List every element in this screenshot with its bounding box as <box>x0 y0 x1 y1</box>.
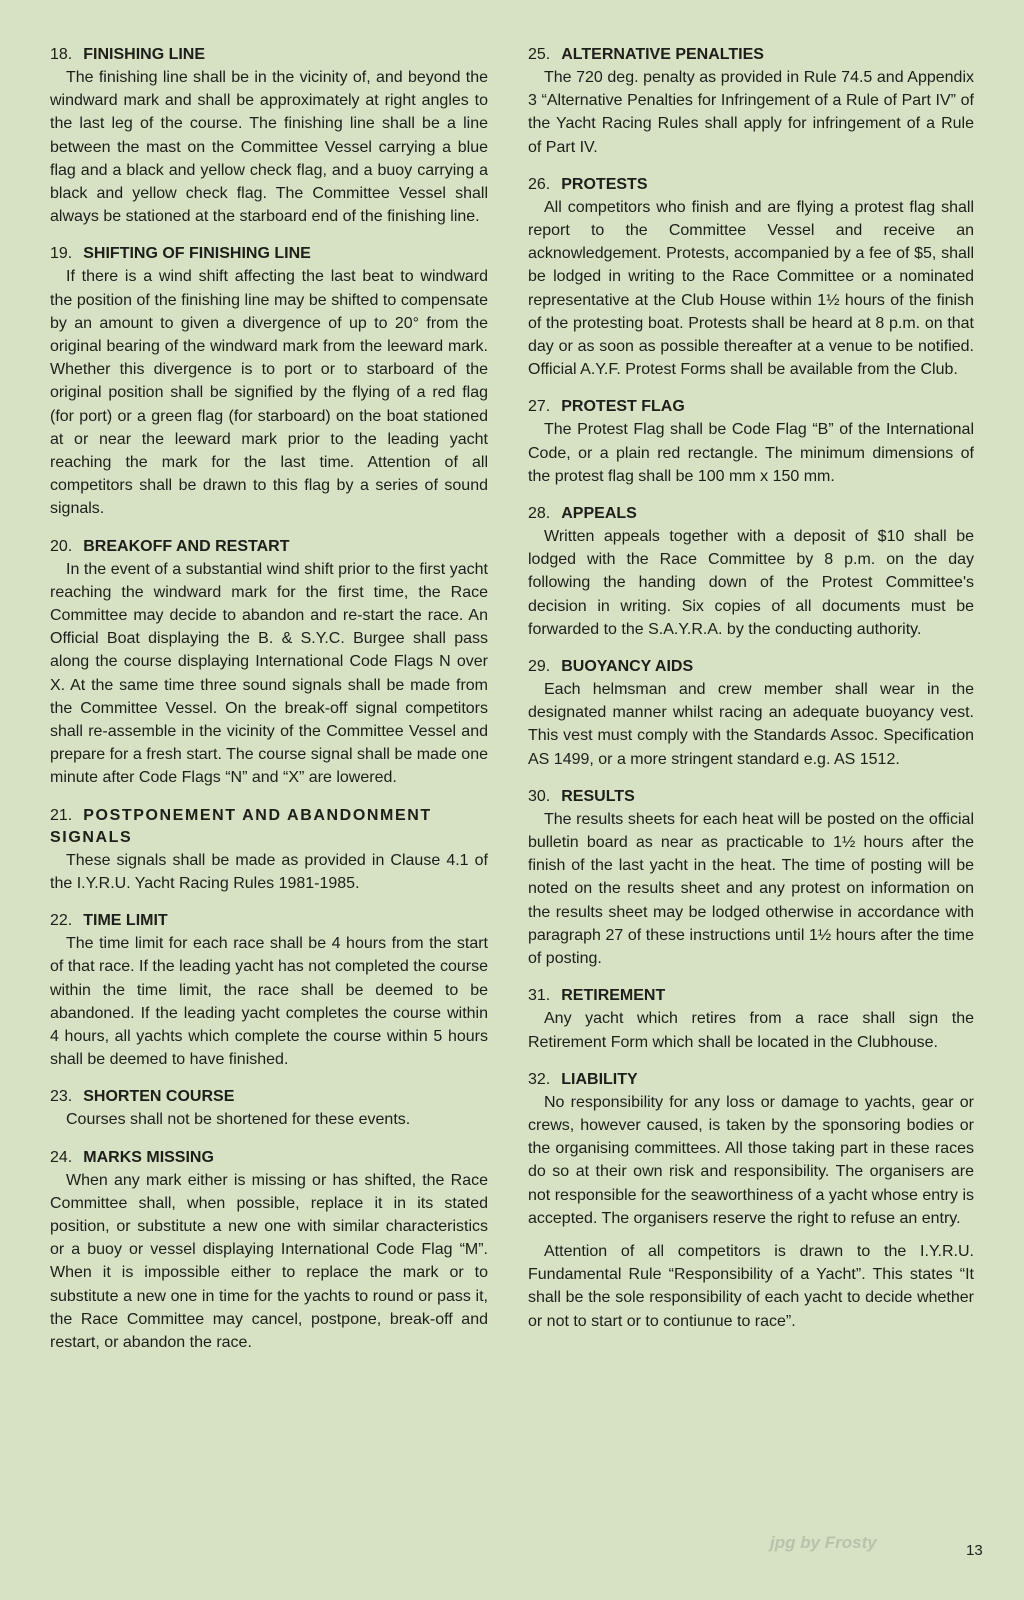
section-24 <box>50 1147 488 1355</box>
section-25 <box>528 44 974 159</box>
section-paragraph: The finishing line shall be in the vicinity of, and beyond the windward mark and shall be approximately at right angles to the last leg of the course. The finishing line shall be a line between the mast on the Committee Vessel carrying a blue flag and a black and yellow check flag, and a buoy carrying a black and yellow check flag. The Committee Vessel shall always be stationed at the starboard end of the finishing line. <box>50 69 488 226</box>
section-number: 21. <box>50 806 73 824</box>
section-title: PROTESTS <box>561 175 648 193</box>
section-title: TIME LIMIT <box>83 912 168 930</box>
section-number: 32. <box>528 1070 551 1088</box>
section-title: BUOYANCY AIDS <box>561 658 694 676</box>
section-paragraph: When any mark either is missing or has shifted, the Race Committee shall, when possible, replace it in its stated position, or substitute a new one with similar characteristics or a buoy or vessel displaying International Code Flag “M”. When it is impossible either to replace the mark or to substitute a new one in time for the yachts to round or pass it, the Race Committee may cancel, postpone, break-off and restart, or abandon the race. <box>50 1171 488 1351</box>
section-number: 22. <box>50 912 73 930</box>
section-31 <box>528 985 974 1053</box>
section-title: RETIREMENT <box>561 987 666 1005</box>
section-title: SHORTEN COURSE <box>83 1088 235 1106</box>
section-heading <box>528 174 974 196</box>
watermark: jpg by Frosty <box>770 1533 877 1552</box>
section-heading <box>50 805 488 849</box>
section-28 <box>528 503 974 641</box>
section-heading <box>50 536 488 558</box>
section-heading <box>528 985 974 1007</box>
section-paragraph: The 720 deg. penalty as provided in Rule 74.5 and Appendix 3 “Alternative Penalties for Infringement of a Rule of Part IV” of the Yacht Racing Rules shall apply for infringement of a Rule of Part IV. <box>528 69 974 156</box>
section-paragraph: All competitors who finish and are flying a protest flag shall report to the Committee Vessel and receive an acknowledgement. Protests, accompanied by a fee of $5, shall be lodged in writing to the Race Committee or a nominated representative at the Club House within 1½ hours of the finish of the protesting boat. Protests shall be heard at 8 p.m. on that day or as soon as possible thereafter at a venue to be notified. Official A.Y.F. Protest Forms shall be available from the Club. <box>528 198 974 379</box>
section-heading <box>528 503 974 525</box>
section-number: 26. <box>528 175 551 193</box>
section-title: RESULTS <box>561 787 635 805</box>
section-19 <box>50 243 488 520</box>
section-paragraph: The results sheets for each heat will be posted on the official bulletin board as near as practicable to 1½ hours after the finish of the last yacht in the heat. The time of posting will be noted on the results sheet and any protest on information on the results sheet may be lodged otherwise in accordance with paragraph 27 of these instructions until 1½ hours after the time of posting. <box>528 810 974 968</box>
section-number: 20. <box>50 537 73 555</box>
section-title: SHIFTING OF FINISHING LINE <box>83 245 311 263</box>
section-title: LIABILITY <box>561 1070 638 1088</box>
section-heading <box>528 44 974 66</box>
section-title: MARKS MISSING <box>83 1148 214 1166</box>
section-paragraph: Written appeals together with a deposit of $10 shall be lodged with the Race Committee by 8 p.m. on the day following the handing down of the Protest Committee's decision in writing. Six copies of all documents must be forwarded to the S.A.Y.R.A. by the conducting authority. <box>528 528 974 638</box>
section-23 <box>50 1086 488 1131</box>
section-title: APPEALS <box>561 505 637 523</box>
section-18 <box>50 44 488 228</box>
section-number: 19. <box>50 245 73 263</box>
section-paragraph: These signals shall be made as provided in Clause 4.1 of the I.Y.R.U. Yacht Racing Rules 1981-1985. <box>50 851 488 892</box>
section-paragraph: In the event of a substantial wind shift prior to the first yacht reaching the windward mark for the first time, the Race Committee may decide to abandon and re-start the race. An Official Boat displaying the B. & S.Y.C. Burgee shall pass along the course displaying International Code Flags N over X. At the same time three sound signals shall be made from the Committee Vessel. On the break-off signal competitors shall re-assemble in the vicinity of the Committee Vessel and prepare for a fresh start. The course signal shall be made one minute after Code Flags “N” and “X” are lowered. <box>50 560 488 787</box>
section-title: PROTEST FLAG <box>561 398 685 416</box>
section-number: 29. <box>528 658 551 676</box>
section-paragraph: Each helmsman and crew member shall wear in the designated manner whilst racing an adequate buoyancy vest. This vest must comply with the Standards Assoc. Specification AS 1499, or a more stringent standard e.g. AS 1512. <box>528 681 974 768</box>
section-heading <box>528 786 974 808</box>
section-30 <box>528 786 974 970</box>
section-paragraph: Attention of all competitors is drawn to the I.Y.R.U. Fundamental Rule “Responsibility of a Yacht”. This states “It shall be the sole responsibility of each yacht to decide whether or not to start or to contiunue to race”. <box>528 1242 974 1330</box>
left-column <box>50 44 488 1369</box>
section-heading <box>528 656 974 678</box>
section-29 <box>528 656 974 771</box>
section-heading <box>50 910 488 932</box>
section-number: 27. <box>528 398 551 416</box>
section-number: 24. <box>50 1148 73 1166</box>
section-26 <box>528 174 974 382</box>
section-paragraph: The Protest Flag shall be Code Flag “B” of the International Code, or a plain red rectangle. The minimum dimensions of the protest flag shall be 100 mm x 150 mm. <box>528 421 974 485</box>
section-27 <box>528 396 974 488</box>
section-heading <box>50 243 488 265</box>
section-heading <box>50 1147 488 1169</box>
section-number: 25. <box>528 46 551 63</box>
section-paragraph: Any yacht which retires from a race shall sign the Retirement Form which shall be located in the Clubhouse. <box>528 1010 974 1051</box>
section-heading <box>528 1069 974 1091</box>
section-title: POSTPONEMENT AND ABANDONMENT SIGNALS <box>50 806 432 846</box>
section-title: BREAKOFF AND RESTART <box>83 537 290 555</box>
section-heading <box>50 1086 488 1108</box>
section-number: 31. <box>528 987 551 1005</box>
section-title: ALTERNATIVE PENALTIES <box>561 46 764 63</box>
page-number: 13 <box>966 1542 983 1559</box>
section-paragraph: The time limit for each race shall be 4 hours from the start of that race. If the leading yacht has not completed the course within the time limit, the race shall be deemed to be abandoned. If the leading yacht completes the course within 4 hours, all yachts which complete the course within 5 hours shall be deemed to have finished. <box>50 935 488 1069</box>
section-heading <box>528 396 974 418</box>
section-22 <box>50 910 488 1071</box>
section-paragraph: If there is a wind shift affecting the last beat to windward the position of the finishing line may be shifted to compensate by an amount to given a divergence of up to 20° from the original bearing of the windward mark from the leeward mark. Whether this divergence is to port or to starboard of the original position shall be signified by the flying of a red flag (for port) or a green flag (for starboard) on the boat stationed at or near the leeward mark prior to the leading yacht reaching the mark for the last time. Attention of all competitors shall be drawn to this flag by a series of sound signals. <box>50 268 488 518</box>
section-number: 30. <box>528 787 551 805</box>
section-21 <box>50 805 488 895</box>
section-number: 18. <box>50 46 73 63</box>
right-column <box>528 44 974 1348</box>
section-heading <box>50 44 488 66</box>
section-20 <box>50 536 488 790</box>
section-paragraph: No responsibility for any loss or damage to yachts, gear or crews, however caused, is taken by the sponsoring bodies or the organising committees. All those taking part in these races do so at their own risk and responsibility. The organisers are not responsible for the seaworthiness of a yacht whose entry is accepted. The organisers reserve the right to refuse an entry. <box>528 1093 974 1227</box>
section-32 <box>528 1069 974 1333</box>
section-number: 28. <box>528 505 551 523</box>
section-number: 23. <box>50 1088 73 1106</box>
section-title: FINISHING LINE <box>83 46 206 63</box>
section-paragraph: Courses shall not be shortened for these events. <box>66 1111 411 1129</box>
